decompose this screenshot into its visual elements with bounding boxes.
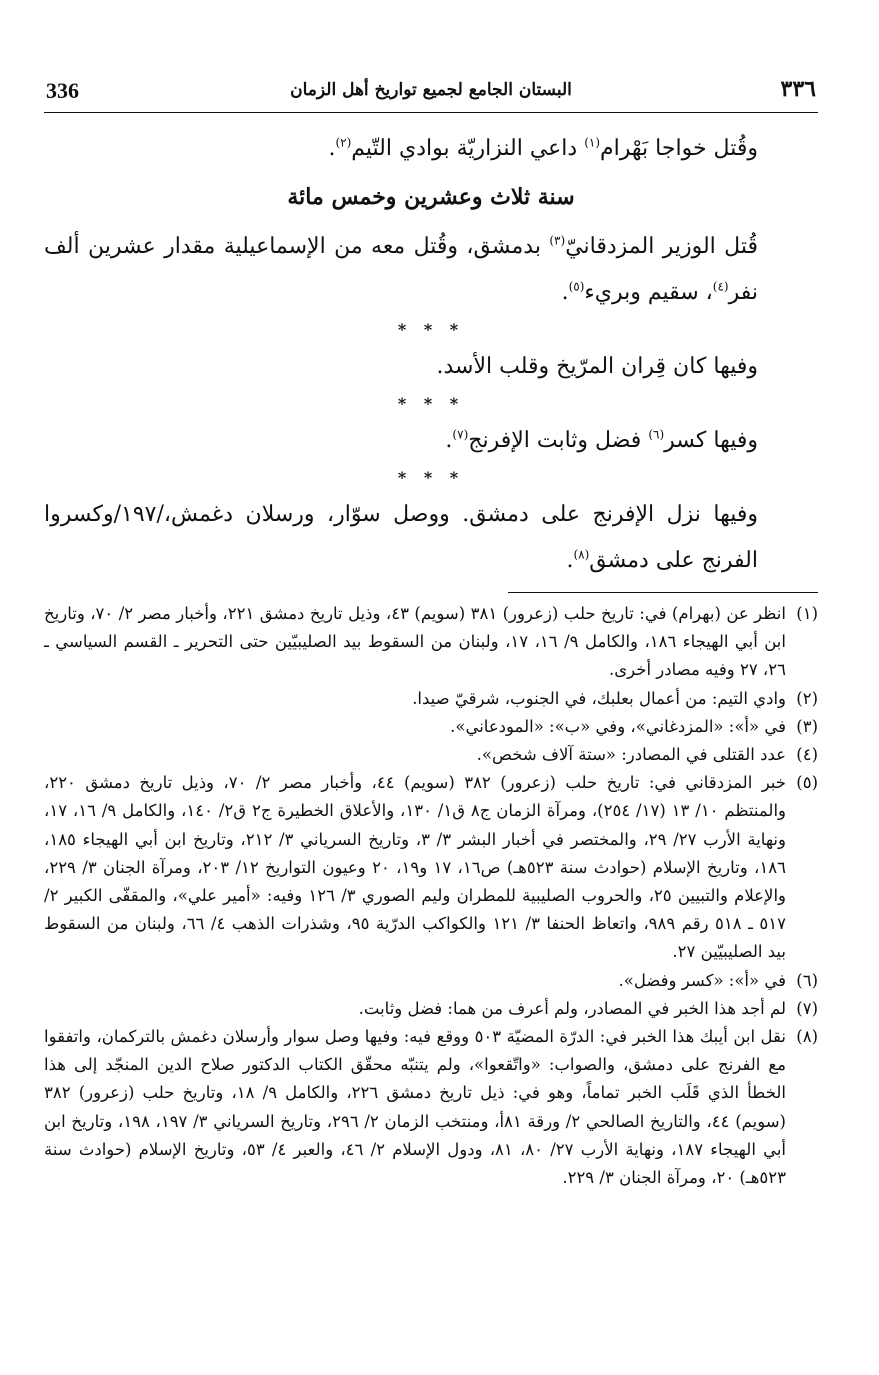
footnote <box>44 995 818 1023</box>
page-header <box>44 72 818 113</box>
footnote <box>44 600 818 685</box>
footnote <box>44 713 818 741</box>
footnote-number: (٦) <box>796 970 818 990</box>
separator-stars: * * * <box>397 468 465 487</box>
paragraph-vizier: قُتل الوزير المزدقانيّ$^{(٣)}$ بدمشق، وقُتل معه من الإسماعيلية مقدار عشرين ألف نفر$^{(٤)}$، سقيم وبريء$^{(٥)}$. <box>44 233 758 305</box>
footnote-ref-6: (٦) <box>648 427 665 442</box>
page-number-latin: 336 <box>46 78 79 103</box>
footnote-text: نقل ابن أيبك هذا الخبر في: الدرّة المضيّة ٥٠٣ ووقع فيه: وفيها وصل سوار وأرسلان دغمش بالتركمان، واتفقوا مع الفرنج على دمشق، والصواب: «واتّقعوا»، ولم يتنبّه محقّق الكتاب الدكتور صلاح الدين المنجّد إلى هذا الخطأ الذي قَلَب الخبر تماماً، وهو في: ذيل تاريخ دمشق ٢٢٦، والكامل ٩/ ١٨، وتاريخ حلب (زعرور) ٣٨٢ (سويم) ٤٤، والتاريخ الصالحي ٢/ ورقة ٨١أ، ومنتخب الزمان ٢/ ٢٩٦، وتاريخ السرياني ٣/ ١٩٧، ١٩٨، وتاريخ ابن أبي الهيجاء ١٨٧، ونهاية الأرب ٢٧/ ٨٠، ٨١، ودول الإسلام ٢/ ٤٦، والعبر ٤/ ٥٣، وتاريخ الإسلام (حوادث سنة ٥٢٣هـ) ٢٠، ومرآة الجنان ٣/ ٢٢٩. <box>44 1027 787 1188</box>
running-title: البستان الجامع لجميع تواريخ أهل الزمان <box>290 80 572 100</box>
page-number-arabic: ٣٣٦ <box>780 76 816 102</box>
footnote-ref-4: (٤) <box>712 279 729 294</box>
footnote-ref-3: (٣) <box>549 233 566 248</box>
footnote-ref-1: (١) <box>584 135 601 150</box>
footnote-ref-5: (٥) <box>568 279 585 294</box>
year-heading: سنة ثلاث وعشرين وخمس مائة <box>287 184 575 210</box>
footnote-text: عدد القتلى في المصادر: «ستة آلاف شخص». <box>476 745 786 765</box>
footnote-ref-8: (٨) <box>573 547 590 562</box>
footnote <box>44 741 818 769</box>
footnote-number: (١) <box>796 604 818 623</box>
paragraph-conjunction: وفيها كان قِران المرّيخ وقلب الأسد. <box>436 354 758 379</box>
paragraph-franks-damascus: وفيها نزل الإفرنج على دمشق. ووصل سوّار، ورسلان دغمش،/١٩٧/وكسروا الفرنج على دمشق$^{(٨)}$. <box>44 502 758 573</box>
footnote-text: في «أ»: «كسر وفضل». <box>618 970 786 990</box>
footnote-text: خبر المزدقاني في: تاريخ حلب (زعرور) ٣٨٢ (سويم) ٤٤، وأخبار مصر ٢/ ٧٠، وذيل تاريخ دمشق ٢٢٠، والمنتظم ١٠/ ١٣ (١٧/ ٢٥٤)، ومرآة الزمان ج٨ ق١/ ١٣٠، والأعلاق الخطيرة ج٢ ق٢/ ١٤٠، والكامل ٩/ ١٦، ١٧، ونهاية الأرب ٢٧/ ٢٩، والمختصر في أخبار البشر ٣/ ٣، وتاريخ السرياني ٣/ ٢١٢، وتاريخ ابن أبي الهيجاء ١٨٥، ١٨٦، وتاريخ الإسلام (حوادث سنة ٥٢٣هـ) ص١٦، ١٧ و١٩، ٢٠ وعيون التواريخ ١٢/ ٢٠٣، ومرآة الجنان ٣/ ٢٢٩، والإعلام والتبيين ٢٥، والحروب الصليبية للمطران وليم الصوري ٣/ ١٢٦ وفيه: «أمير علي»، والمقفّى الكبير ٢/ ٥١٧ ـ ٥١٨ رقم ٩٨٩، واتعاظ الحنفا ٣/ ١٢١ والكواكب الدرّية ٩٥، وشذرات الذهب ٤/ ٦٦، ولبنان من السقوط بيد الصليبيّين ٢٧. <box>44 773 786 962</box>
footnote-divider <box>508 592 818 593</box>
footnote <box>44 769 818 966</box>
separator-stars: * * * <box>397 320 465 339</box>
footnote-ref-2: (٢) <box>335 135 352 150</box>
footnote-number: (٥) <box>796 773 818 793</box>
footnote-text: لم أجد هذا الخبر في المصادر، ولم أعرف من هما: فضل وثابت. <box>358 998 786 1018</box>
footnote-ref-7: (٧) <box>452 427 469 442</box>
footnote-number: (٧) <box>796 998 818 1018</box>
main-text <box>44 126 818 584</box>
footnote <box>44 1023 818 1192</box>
footnote <box>44 967 818 995</box>
footnote-text: وادي التيم: من أعمال بعلبك، في الجنوب، شرقيّ صيدا. <box>412 688 786 708</box>
paragraph-bahram: وقُتل خواجا بَهْرام$^{(١)}$ داعي النزاريّة بوادي التّيم$^{(٢)}$. <box>328 135 758 161</box>
separator-stars: * * * <box>397 394 465 413</box>
footnote-number: (٨) <box>796 1027 818 1047</box>
footnote-text: انظر عن (بهرام) في: تاريخ حلب (زعرور) ٣٨١ (سويم) ٤٣، وذيل تاريخ دمشق ٢٢١، وأخبار مصر ٢/ ٧٠، وتاريخ ابن أبي الهيجاء ١٨٦، والكامل ٩/ ١٦، ١٧، ولبنان من السقوط بيد الصليبيّين حتى التحرير ـ القسم السياسي ـ ٢٦، ٢٧ وفيه مصادر أخرى. <box>44 604 786 680</box>
footnote-text: في «أ»: «المزدغاني»، وفي «ب»: «المودعاني». <box>450 716 786 736</box>
footnote-number: (٢) <box>796 688 818 708</box>
footnote-number: (٣) <box>796 716 818 736</box>
footnotes <box>44 600 818 1192</box>
footnote <box>44 685 818 713</box>
footnote-number: (٤) <box>796 745 818 765</box>
paragraph-fadl-thabit: وفيها كسر$^{(٦)}$ فضل وثابت الإفرنج$^{(٧)}$. <box>445 427 758 453</box>
